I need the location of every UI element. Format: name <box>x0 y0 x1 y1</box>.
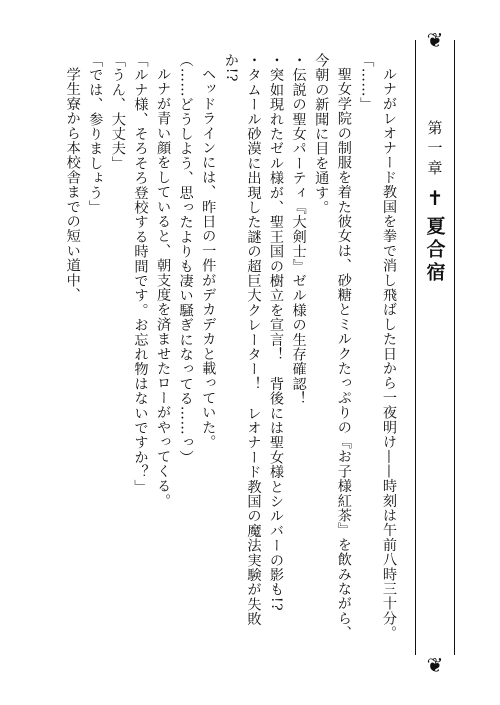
text-line: 「……」 <box>358 53 375 112</box>
text-line: ・突如現れたゼル様が、聖王国の樹立を宣言！ 背後には聖女様とシルバーの影も!? <box>268 53 285 612</box>
text-line: か!? <box>222 53 239 83</box>
text-line: 「うん、大丈夫」 <box>109 53 126 171</box>
text-line: 「では、参りましょう」 <box>87 53 104 215</box>
text-line: 学生寮から本校舎までの短い道中、 <box>64 67 81 303</box>
text-line: 今朝の新聞に目を通す。 <box>313 53 330 215</box>
chapter-title: 夏合宿 <box>423 216 446 285</box>
text-line: ルナが青い顔をしていると、朝支度を済ませたローがやってくる。 <box>155 67 172 508</box>
text-line: 「ルナ様、そろそろ登校する時間です。お忘れ物はないですか？」 <box>132 53 149 494</box>
text-line: 聖女学院の制服を着た彼女は、砂糖とミルクたっぷりの『お子様紅茶』を飲みながら、 <box>335 67 352 641</box>
chapter-header <box>415 90 455 650</box>
text-line: ・タムール砂漠に出現した謎の超巨大クレーター！ レオナード教国の魔法実験が失敗 <box>245 53 262 627</box>
text-line: ルナがレオナード教国を拳で消し飛ばした日から一夜明け——時刻は午前八時三十分。 <box>381 67 397 641</box>
text-line: （……どうしよう、思ったよりも凄い騒ぎになってる……っ） <box>177 53 194 465</box>
body-text <box>45 53 400 653</box>
text-line: ・伝説の聖女パーティ『大剣士』ゼル様の生存確認！ <box>290 53 307 406</box>
text-line: ヘッドラインには、昨日の一件がデカデカと載っていた。 <box>200 67 217 450</box>
top-ornament-icon: ❦ <box>426 28 444 52</box>
chapter-divider-icon: ✝ <box>426 186 444 210</box>
chapter-label: 第一章 <box>425 120 444 180</box>
bottom-ornament-icon: ❦ <box>426 653 444 677</box>
